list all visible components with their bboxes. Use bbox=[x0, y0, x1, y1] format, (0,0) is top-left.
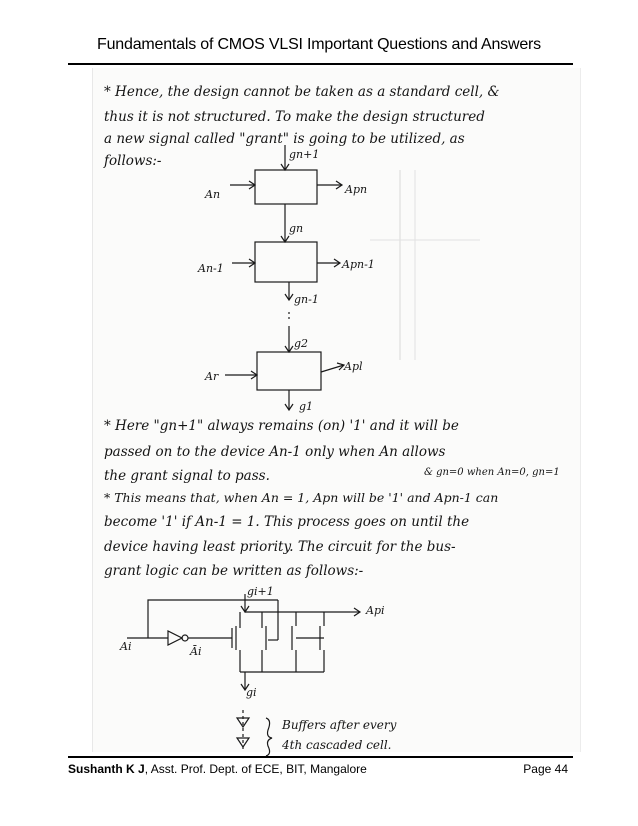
g-bottom-label: g1 bbox=[299, 400, 314, 413]
circuit-gi-label: gi bbox=[246, 686, 257, 699]
intro-line-2: thus it is not structured. To make the design structured bbox=[104, 109, 485, 125]
cell1-input-label: An bbox=[205, 188, 221, 201]
footer-author: Sushanth K J bbox=[68, 762, 145, 776]
body-line-3: the grant signal to pass. bbox=[104, 468, 270, 484]
body-line-4: * This means that, when An = 1, Apn will be '1' and Apn-1 can bbox=[104, 490, 499, 505]
g-top-label: gn+1 bbox=[289, 148, 320, 161]
priority-cell-1 bbox=[255, 170, 317, 204]
footer-rule bbox=[68, 756, 573, 758]
cell3-input-label: Ar bbox=[205, 370, 219, 383]
body-line-6: device having least priority. The circuit for the bus- bbox=[104, 539, 456, 555]
g-mid1-label: gn bbox=[289, 222, 304, 235]
intro-line-1: * Hence, the design cannot be taken as a standard cell, & bbox=[104, 84, 500, 100]
page-header-title: Fundamentals of CMOS VLSI Important Questions and Answers bbox=[97, 36, 541, 53]
page-number: Page 44 bbox=[523, 762, 568, 776]
circuit-input-label: Ai bbox=[120, 640, 132, 653]
body-line-7: grant logic can be written as follows:- bbox=[104, 563, 364, 579]
circuit-inverted-input-label: Āi bbox=[190, 645, 202, 658]
buffer-chain-marks bbox=[237, 710, 272, 756]
g-mid2-label: gn-1 bbox=[294, 293, 319, 306]
footer-affiliation: , Asst. Prof. Dept. of ECE, BIT, Mangalore bbox=[144, 762, 367, 776]
cell3-output-label: Apl bbox=[344, 360, 363, 373]
body-line-2: passed on to the device An-1 only when An allows bbox=[104, 444, 446, 460]
priority-chain-diagram bbox=[225, 145, 344, 410]
intro-line-3: a new signal called "grant" is going to be utilized, as bbox=[104, 131, 465, 147]
circuit-gi-plus-1-label: gi+1 bbox=[247, 585, 274, 598]
buffer-note-line-2: 4th cascaded cell. bbox=[282, 738, 392, 752]
footer-credit bbox=[68, 762, 367, 776]
body-line-1: * Here "gn+1" always remains (on) '1' and it will be bbox=[104, 418, 459, 434]
priority-cell-2 bbox=[255, 242, 317, 282]
g-mid3-label: g2 bbox=[294, 337, 309, 350]
body-line-5: become '1' if An-1 = 1. This process goes on until the bbox=[104, 514, 470, 530]
bus-grant-logic-circuit bbox=[127, 594, 360, 690]
intro-line-4: follows:- bbox=[104, 153, 162, 169]
side-note: & gn=0 when An=0, gn=1 bbox=[424, 467, 560, 478]
cell1-output-label: Apn bbox=[345, 183, 368, 196]
cell2-input-label: An-1 bbox=[198, 262, 224, 275]
buffer-note-line-1: Buffers after every bbox=[282, 718, 397, 732]
circuit-output-label: Api bbox=[366, 604, 385, 617]
cell2-output-label: Apn-1 bbox=[342, 258, 375, 271]
priority-cell-3 bbox=[257, 352, 321, 390]
